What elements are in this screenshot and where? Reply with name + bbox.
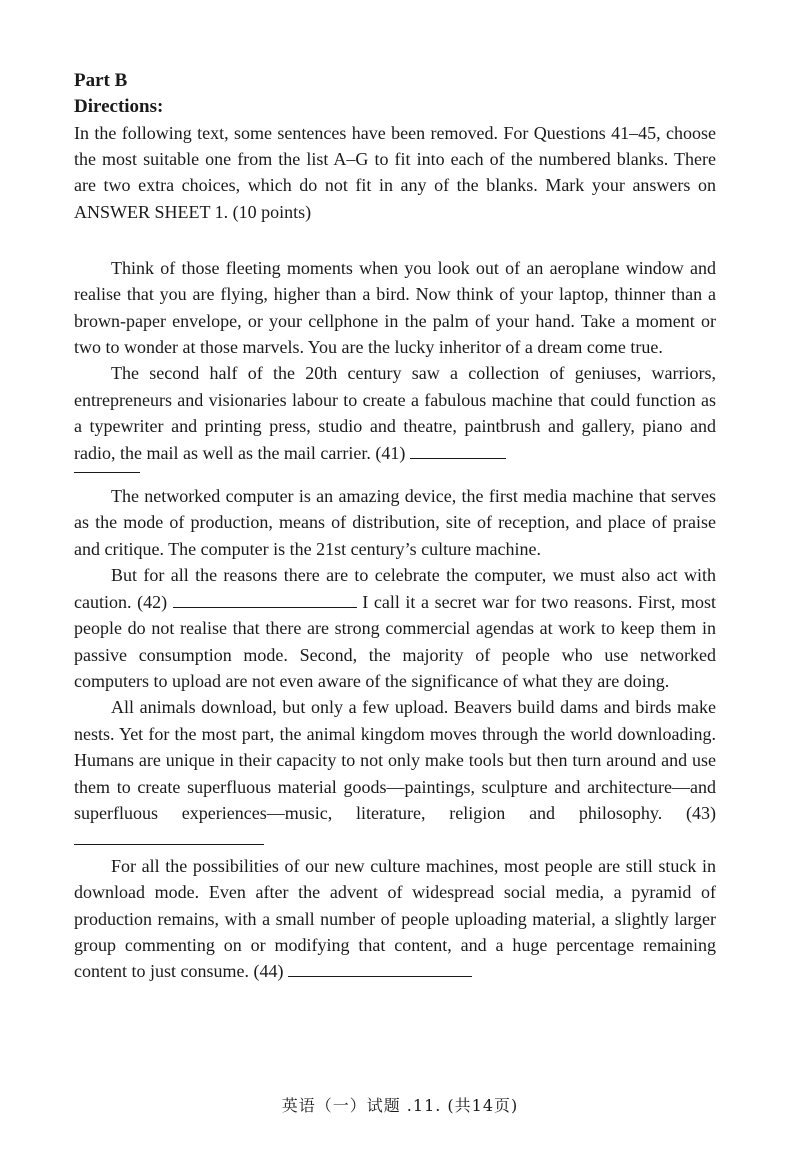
exam-page — [74, 68, 716, 985]
paragraph-4-text-b: I call it a secret war for two reasons. First, most people do not realise that there are strong commercial agendas at work to keep them in passive consumption mode. Second, the majority of people who use networked computers to upload are not even aware of the significance of what they are doing. — [74, 591, 717, 691]
directions-label: Directions: — [74, 96, 164, 117]
paragraph-4 — [74, 562, 716, 694]
paragraph-1-text: Think of those fleeting moments when you look out of an aeroplane window and realise that you are flying, higher than a bird. Now think of your laptop, thinner than a brown-paper envelope, or your cellphone in the palm of your hand. Take a moment or two to wonder at those marvels. You are the lucky inheritor of a dream come true. — [74, 257, 716, 358]
answer-blank-41 — [410, 440, 506, 459]
part-title: Part B — [74, 70, 128, 91]
question-41-label: (41) — [375, 442, 406, 463]
paragraph-6-text: For all the possibilities of our new culture machines, most people are still stuck in download mode. Even after the advent of widespread social media, a pyramid of production remains, with a small number of people uploading material, a slightly larger group commenting on or modifying that content, and a huge percentage remaining content to just consume. — [74, 855, 716, 982]
page-footer: 英语（一）试题 .11. (共14页) — [281, 1096, 519, 1115]
paragraph-4-text-a: But for all the reasons there are to celebrate the computer, we must also act with caution. — [74, 565, 716, 612]
question-43-label: (43) — [686, 802, 716, 823]
paragraph-6 — [74, 853, 716, 985]
paragraph-3-text: The networked computer is an amazing device, the first media machine that serves as the mode of production, means of distribution, site of reception, and place of praise and critique. The computer is the 21st century’s culture machine. — [74, 486, 716, 559]
paragraph-2-text: The second half of the 20th century saw a collection of geniuses, warriors, entrepreneurs and visionaries labour to create a fabulous machine that could function as a typewriter and printing press, studio and theatre, paintbrush and gallery, piano and radio, the mail as well as the mail carrier. — [74, 363, 716, 463]
answer-blank-43 — [74, 826, 264, 845]
paragraph-1 — [74, 255, 716, 361]
paragraph-5-text: All animals download, but only a few upload. Beavers build dams and birds make nests. Yet for the most part, the animal kingdom moves through the world downloading. Humans are unique in their capacity to not only make tools but then turn around and use them to create superfluous material goods—paintings, sculpture and architecture—and superfluous experiences—music, literature, religion and philosophy. — [74, 697, 716, 823]
answer-blank-42 — [173, 589, 357, 608]
answer-blank-41-continued — [74, 466, 140, 473]
question-42-label: (42) — [137, 591, 168, 612]
paragraph-3 — [74, 483, 716, 562]
question-44-label: (44) — [253, 961, 284, 982]
directions-text: In the following text, some sentences have been removed. For Questions 41–45, choose the most suitable one from the list A–G to fit into each of the numbered blanks. There are two extra choices, which do not fit in any of the blanks. Mark your answers on ANSWER SHEET 1. (10 points) — [74, 123, 716, 222]
paragraph-5 — [74, 694, 716, 852]
passage — [74, 255, 716, 985]
paragraph-2 — [74, 360, 716, 466]
answer-blank-44 — [288, 958, 472, 977]
